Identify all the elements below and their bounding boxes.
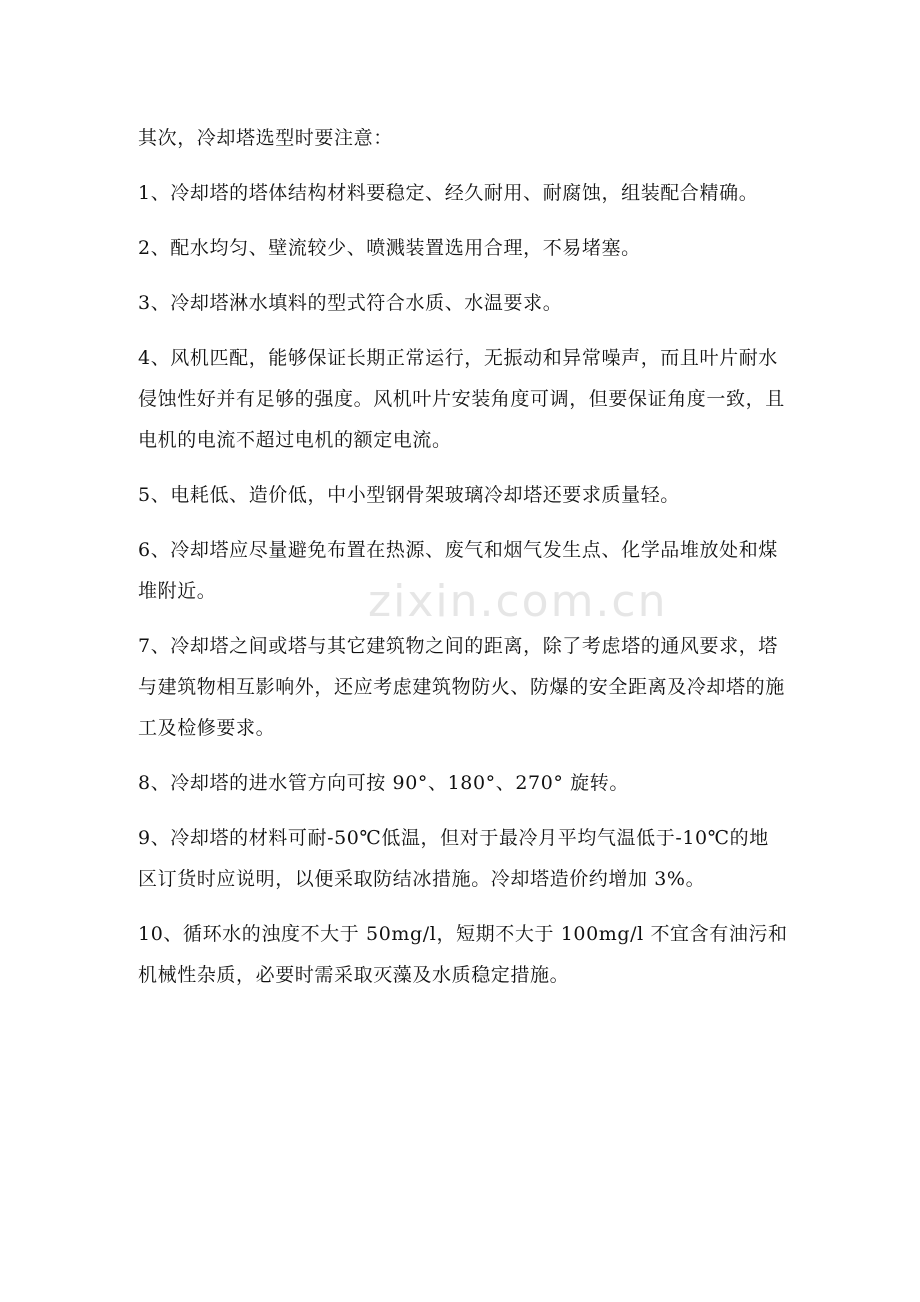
watermark: zixin.com.cn <box>368 576 668 627</box>
list-item-9: 9、冷却塔的材料可耐-50℃低温，但对于最冷月平均气温低于-10℃的地区订货时应说明，以便采取防结冰措施。冷却塔造价约增加 3%。 <box>138 827 769 890</box>
list-item-5: 5、电耗低、造价低，中小型钢骨架玻璃冷却塔还要求质量轻。 <box>138 484 680 506</box>
list-item-4: 4、风机匹配，能够保证长期正常运行，无振动和异常噪声，而且叶片耐水侵蚀性好并有足够的强度。风机叶片安装角度可调，但要保证角度一致，且电机的电流不超过电机的额定电流。 <box>138 347 785 451</box>
intro-paragraph: 其次，冷却塔选型时要注意： <box>138 127 393 149</box>
list-item-8: 8、冷却塔的进水管方向可按 90°、180°、270° 旋转。 <box>138 772 629 794</box>
list-item-1: 1、冷却塔的塔体结构材料要稳定、经久耐用、耐腐蚀，组装配合精确。 <box>138 182 759 204</box>
list-item-2: 2、配水均匀、壁流较少、喷溅装置选用合理，不易堵塞。 <box>138 237 641 259</box>
list-item-3: 3、冷却塔淋水填料的型式符合水质、水温要求。 <box>138 292 563 314</box>
list-item-7: 7、冷却塔之间或塔与其它建筑物之间的距离，除了考虑塔的通风要求，塔与建筑物相互影响外，还应考虑建筑物防火、防爆的安全距离及冷却塔的施工及检修要求。 <box>138 635 785 739</box>
list-item-6: 6、冷却塔应尽量避免布置在热源、废气和烟气发生点、化学品堆放处和煤堆附近。 <box>138 539 778 602</box>
document-body <box>138 118 788 1010</box>
list-item-10: 10、循环水的浊度不大于 50mg/l，短期不大于 100mg/l 不宜含有油污和机械性杂质，必要时需采取灭藻及水质稳定措施。 <box>138 923 788 986</box>
